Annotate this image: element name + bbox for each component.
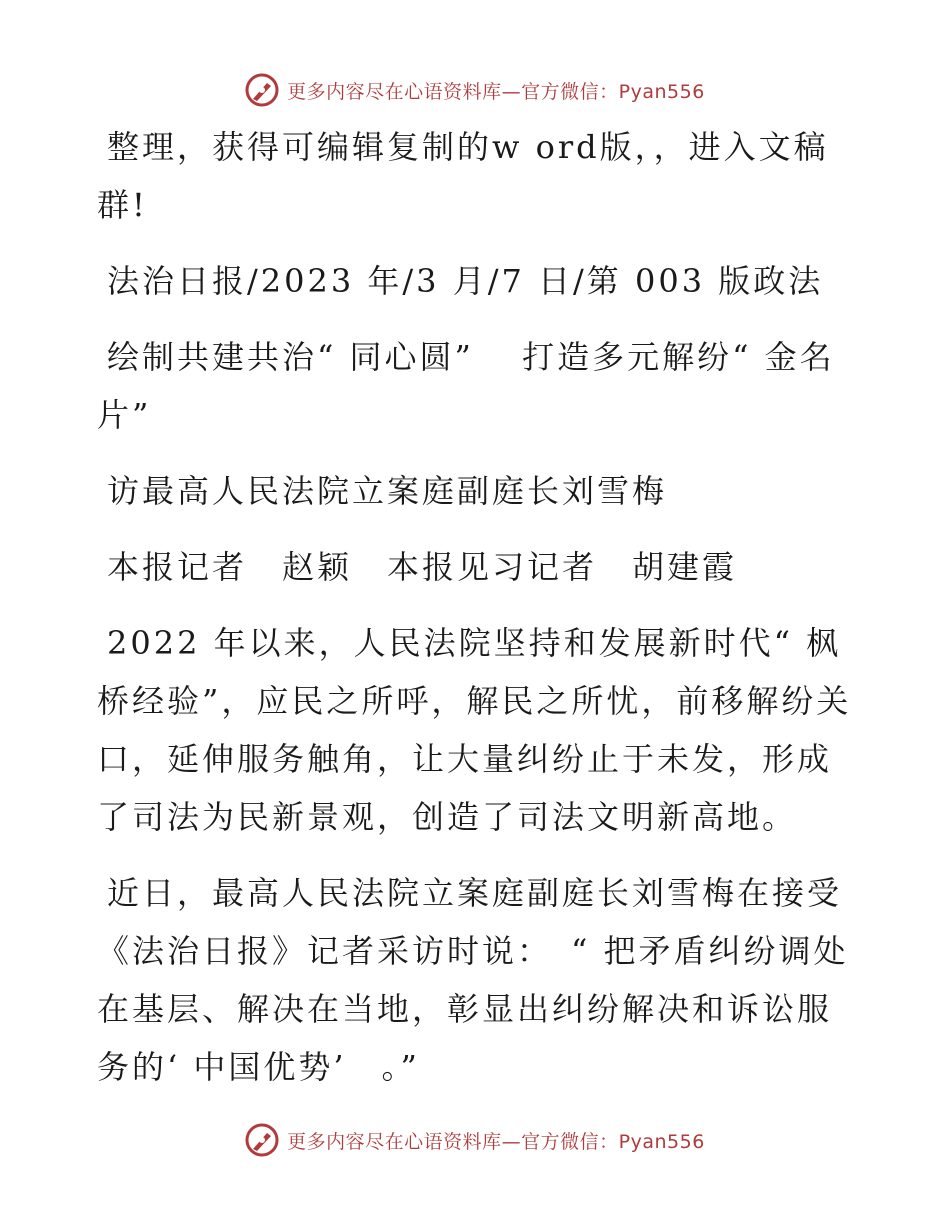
pen-logo-icon bbox=[245, 1123, 279, 1157]
article-title: 绘制共建共治“ 同心圆” 打造多元解纷“ 金名片” bbox=[97, 338, 835, 434]
paragraph-source: 法治日报/2023 年/3 月/7 日/第 003 版政法 bbox=[107, 262, 824, 300]
article-subtitle: 访最高人民法院立案庭副庭长刘雪梅 bbox=[107, 472, 668, 510]
footer-watermark-text: 更多内容尽在心语资料库—官方微信：Pyan556 bbox=[287, 1130, 705, 1153]
document-body bbox=[97, 118, 857, 1114]
header-watermark bbox=[0, 70, 950, 110]
paragraph-intro: 整理，获得可编辑复制的w ord版，，进入文稿群! bbox=[97, 128, 829, 224]
pen-logo-icon bbox=[245, 73, 279, 107]
header-watermark-text: 更多内容尽在心语资料库—官方微信：Pyan556 bbox=[287, 80, 705, 103]
article-byline: 本报记者 赵颖 本报见习记者 胡建霞 bbox=[107, 548, 738, 586]
paragraph-body-1: 2022 年以来，人民法院坚持和发展新时代“ 枫桥经验”，应民之所呼，解民之所忧，前移解纷关口，延伸服务触角，让大量纠纷止于未发，形成了司法为民新景观，创造了司法文明新高地。 bbox=[97, 624, 852, 836]
paragraph-body-2: 近日，最高人民法院立案庭副庭长刘雪梅在接受《法治日报》记者采访时说： “ 把矛盾纠纷调处在基层、解决在当地，彰显出纠纷解决和诉讼服务的‘ 中国优势’ 。” bbox=[97, 874, 849, 1086]
footer-watermark bbox=[0, 1120, 950, 1160]
